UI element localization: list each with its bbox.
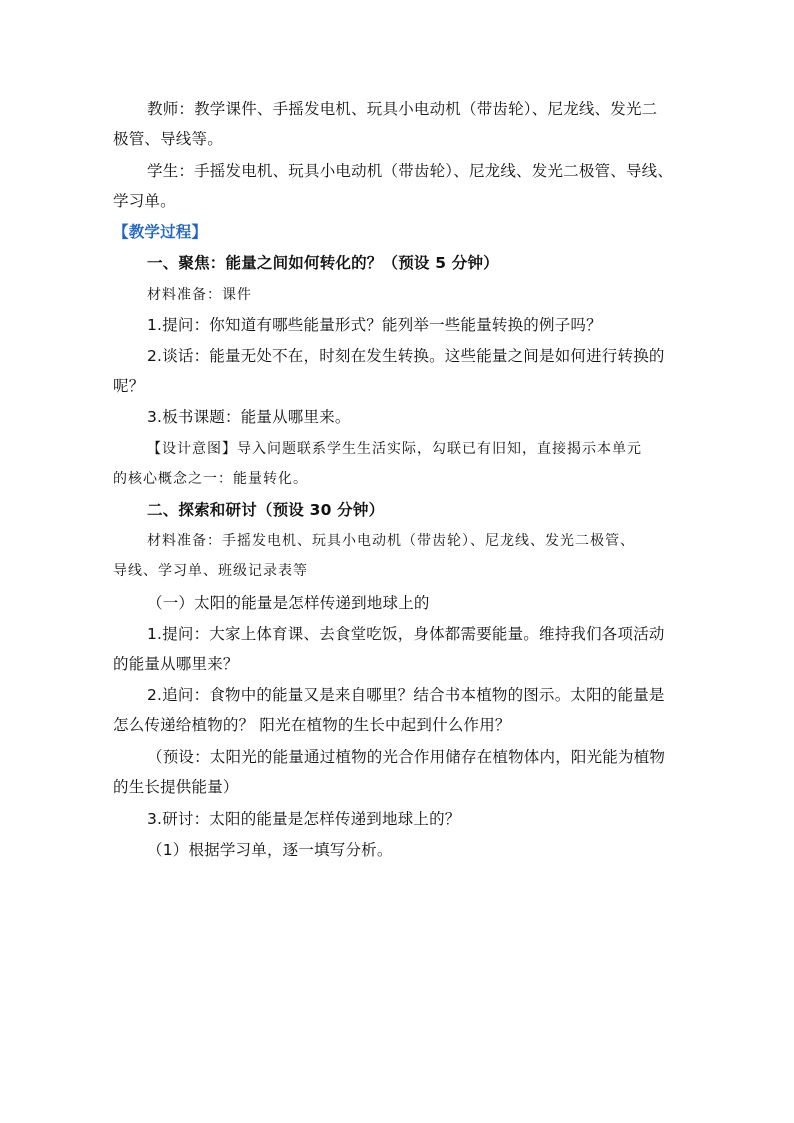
part-one-step-1: 1.提问：你知道有哪些能量形式？能列举一些能量转换的例子吗？	[147, 316, 602, 334]
design-intent-line-1: 【设计意图】导入问题联系学生生活实际，勾联已有旧知，直接揭示本单元	[147, 441, 642, 457]
part-one-materials: 材料准备：课件	[147, 287, 252, 303]
part-two-materials-line-2: 导线、学习单、班级记录表等	[113, 563, 308, 579]
subsection-one-step-3-item-1: （1）根据学习单，逐一填写分析。	[147, 841, 393, 859]
part-one-step-3: 3.板书课题：能量从哪里来。	[147, 408, 351, 426]
part-one-step-2-line-2: 呢？	[113, 377, 145, 395]
teacher-materials-line-2: 极管、导线等。	[113, 130, 223, 148]
part-two-materials-line-1: 材料准备：手摇发电机、玩具小电动机（带齿轮）、尼龙线、发光二极管、	[147, 533, 635, 549]
subsection-one-step-1-line-2: 的能量从哪里来？	[113, 655, 239, 673]
preset-answer-line-1: （预设：太阳光的能量通过植物的光合作用储存在植物体内，阳光能为植物	[147, 748, 666, 766]
teacher-materials-line-1: 教师：教学课件、手摇发电机、玩具小电动机（带齿轮）、尼龙线、发光二	[147, 100, 658, 118]
subsection-one-heading: （一）太阳的能量是怎样传递到地球上的	[147, 594, 430, 612]
student-materials-line-2: 学习单。	[113, 192, 176, 210]
subsection-one-step-1-line-1: 1.提问：大家上体育课、去食堂吃饭，身体都需要能量。维持我们各项活动	[147, 625, 665, 643]
student-materials-line-1: 学生：手摇发电机、玩具小电动机（带齿轮）、尼龙线、发光二极管、导线、	[147, 162, 674, 180]
preset-answer-line-2: 的生长提供能量）	[113, 778, 239, 796]
part-two-heading: 二、探索和研讨（预设 30 分钟）	[147, 501, 385, 519]
design-intent-line-2: 的核心概念之一：能量转化。	[113, 471, 308, 487]
subsection-one-step-3: 3.研讨：太阳的能量是怎样传递到地球上的？	[147, 810, 461, 828]
subsection-one-step-2-line-1: 2.追问：食物中的能量又是来自哪里？结合书本植物的图示。太阳的能量是	[147, 686, 665, 704]
subsection-one-step-2-line-2: 怎么传递给植物的？ 阳光在植物的生长中起到什么作用？	[113, 716, 511, 734]
part-one-step-2-line-1: 2.谈话：能量无处不在，时刻在发生转换。这些能量之间是如何进行转换的	[147, 347, 665, 365]
section-heading-teaching-process: 【教学过程】	[113, 223, 208, 241]
part-one-heading: 一、聚焦：能量之间如何转化的？（预设 5 分钟）	[147, 254, 499, 272]
